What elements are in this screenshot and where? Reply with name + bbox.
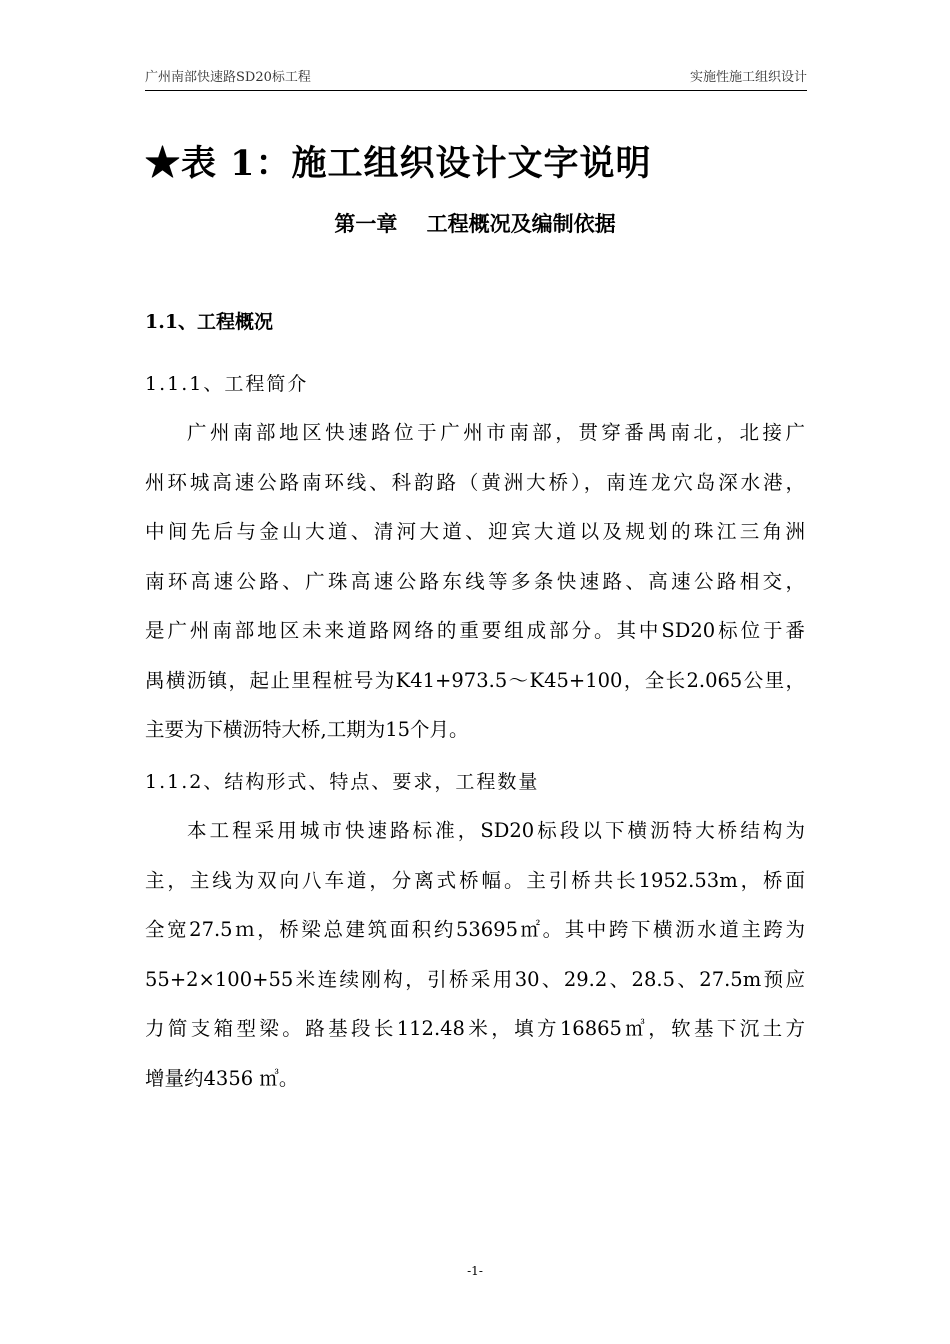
header-document-type: 实施性施工组织设计 <box>689 70 807 85</box>
page-number: -1- <box>467 1264 483 1278</box>
paragraph-line: 中间先后与金山大道、清河大道、迎宾大道以及规划的珠江三角洲 <box>145 520 805 543</box>
subsection-heading-overview: 1.1.1、工程简介 <box>145 373 309 395</box>
paragraph-line: 55+2×100+55米连续刚构，引桥采用30、29.2、28.5、27.5m预应 <box>145 967 805 991</box>
header-project-name: 广州南部快速路SD20标工程 <box>145 70 311 85</box>
page-header <box>145 66 807 91</box>
paragraph-line: 增量约4356 ㎥。 <box>145 1066 299 1090</box>
paragraph-line: 南环高速公路、广珠高速公路东线等多条快速路、高速公路相交， <box>145 569 805 593</box>
chapter-title: 第一章 工程概况及编制依据 <box>334 211 616 236</box>
paragraph-structure <box>145 806 805 1103</box>
paragraph-line: 全宽27.5ｍ，桥梁总建筑面积约53695㎡。其中跨下横沥水道主跨为 <box>145 918 805 941</box>
paragraph-line: 广州南部地区快速路位于广州市南部，贯穿番禺南北，北接广 <box>187 421 805 444</box>
paragraph-line: 是广州南部地区未来道路网络的重要组成部分。其中SD20标位于番 <box>145 619 805 642</box>
paragraph-line: 州环城高速公路南环线、科韵路（黄洲大桥），南连龙穴岛深水港， <box>145 470 805 494</box>
paragraph-line: 主要为下横沥特大桥,工期为15个月。 <box>145 718 469 741</box>
subsection-heading-structure: 1.1.2、结构形式、特点、要求，工程数量 <box>145 771 540 793</box>
document-title: ★表 1：施工组织设计文字说明 <box>145 143 652 184</box>
paragraph-line: 禺横沥镇，起止里程桩号为K41+973.5～K45+100，全长2.065公里， <box>145 668 805 692</box>
paragraph-line: 主，主线为双向八车道，分离式桥幅。主引桥共长1952.53m，桥面 <box>145 868 805 892</box>
paragraph-line: 力简支箱型梁。路基段长112.48米，填方16865㎥，软基下沉土方 <box>145 1017 805 1040</box>
section-heading: 1.1、工程概况 <box>145 311 274 333</box>
paragraph-line: 本工程采用城市快速路标准，SD20标段以下横沥特大桥结构为 <box>187 819 805 842</box>
paragraph-overview <box>145 408 805 755</box>
